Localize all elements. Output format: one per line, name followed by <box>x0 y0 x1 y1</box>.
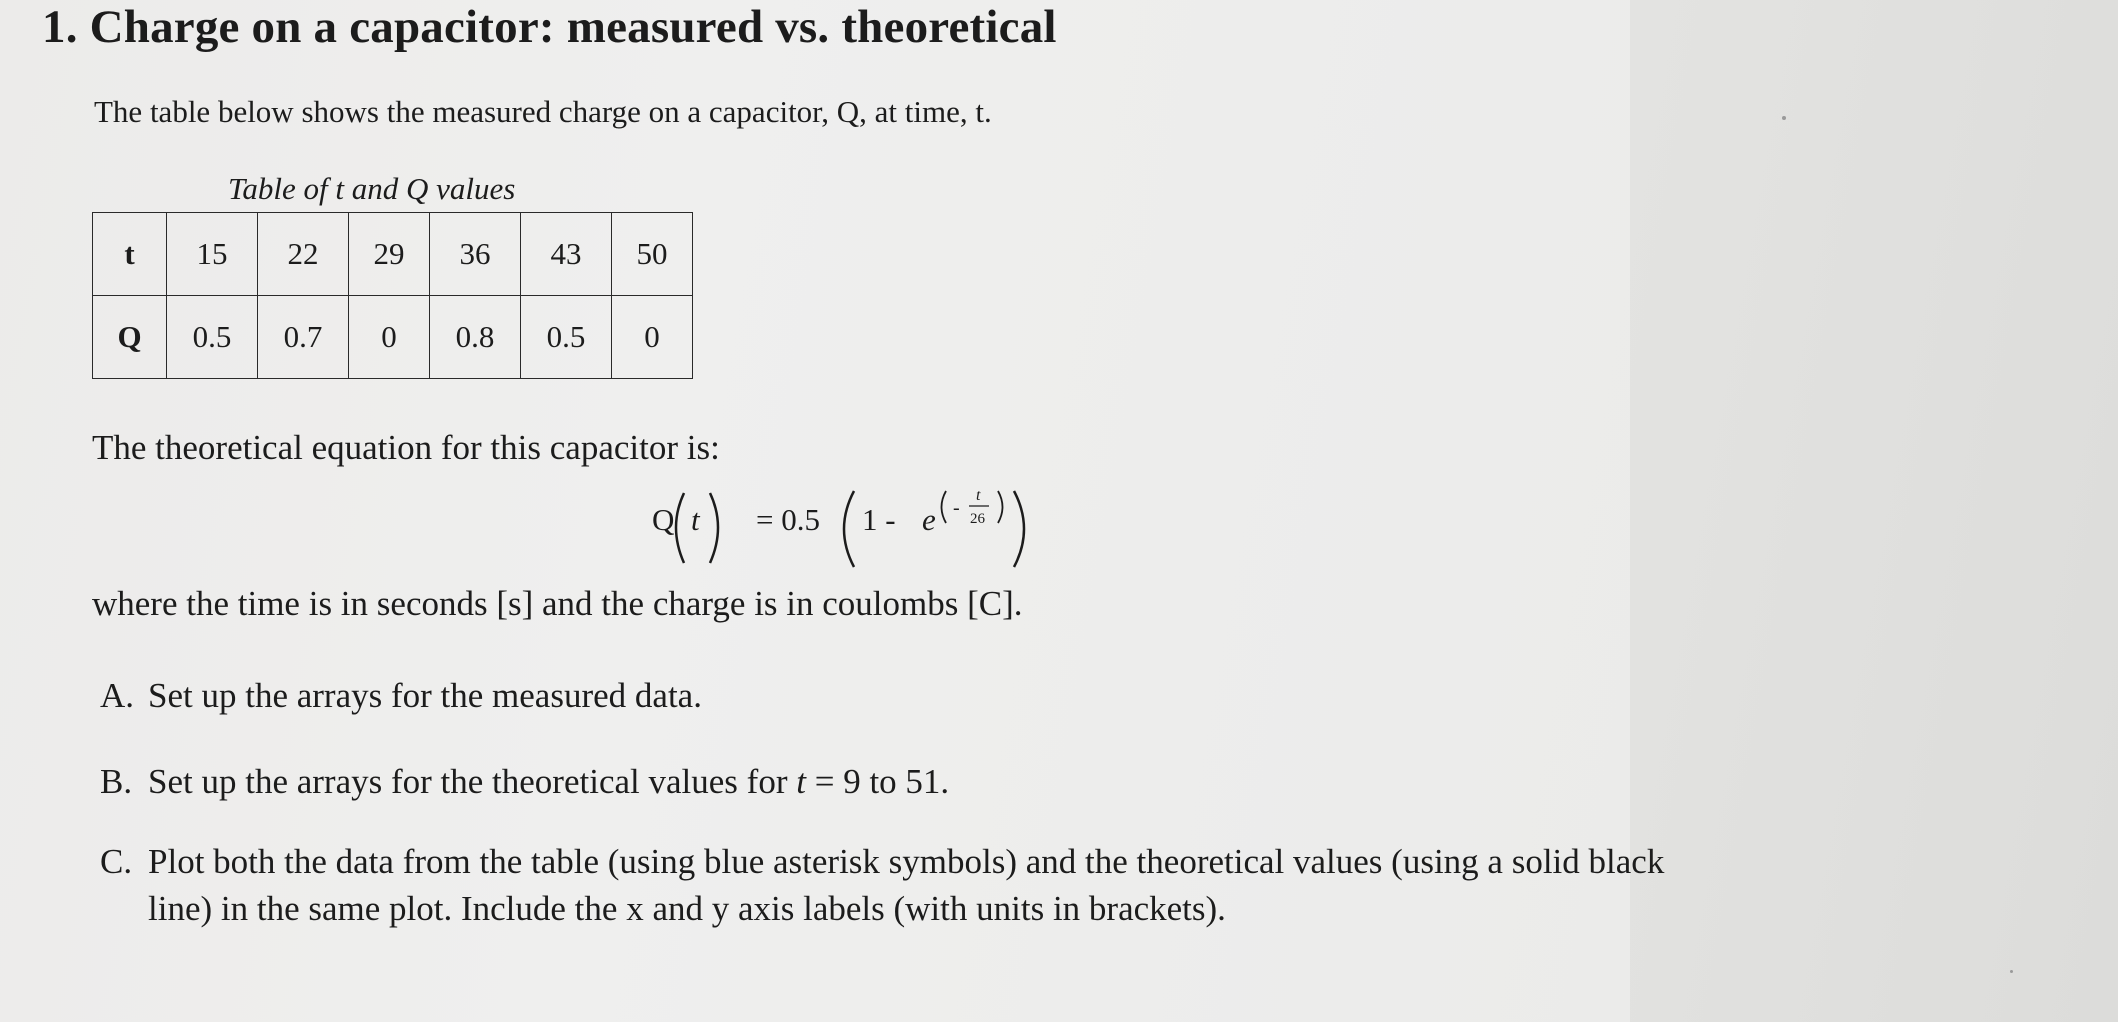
table-row-q <box>93 296 693 379</box>
table-cell: 29 <box>349 213 430 296</box>
equation-intro: The theoretical equation for this capacitor is: <box>92 428 720 467</box>
eq-exp-paren-right <box>998 491 1003 523</box>
part-a-text: Set up the arrays for the measured data. <box>148 676 702 715</box>
eq-one-minus: 1 - <box>862 502 896 537</box>
eq-t-variable: t <box>691 502 700 537</box>
part-b-text-wrap <box>148 758 1688 805</box>
table-row-t <box>93 213 693 296</box>
eq-exp-sign: - <box>953 497 960 519</box>
theoretical-equation <box>640 485 1080 595</box>
eq-paren-left <box>676 493 684 563</box>
part-c <box>100 838 1665 988</box>
units-note: where the time is in seconds [s] and the charge is in coulombs [C]. <box>92 584 1023 623</box>
table-caption: Table of t and Q values <box>228 171 516 206</box>
part-c-text: Plot both the data from the table (using blue asterisk symbols) and the theoretical values (using a solid black line) in the same plot. Include the x and y axis labels (with units in brackets). <box>148 842 1665 928</box>
table-cell: 0.7 <box>258 296 349 379</box>
part-a <box>100 672 1600 722</box>
part-b-var: t <box>796 762 806 801</box>
part-b-text: Set up the arrays for the theoretical values for <box>148 762 797 801</box>
eq-bigparen-left <box>844 491 854 567</box>
eq-equals-coeff: = 0.5 <box>756 502 820 537</box>
table-cell: 0 <box>612 296 693 379</box>
problem-title: 1. Charge on a capacitor: measured vs. theoretical <box>42 1 1057 53</box>
table-header-t: t <box>93 213 167 296</box>
table-cell: 43 <box>521 213 612 296</box>
part-b-range: = 9 to 51. <box>805 762 950 801</box>
table-cell: 36 <box>430 213 521 296</box>
eq-frac-num: t <box>976 487 981 504</box>
t-q-table <box>92 212 693 379</box>
table-cell: 0 <box>349 296 430 379</box>
part-a-letter: A. <box>100 676 135 715</box>
problem-intro: The table below shows the measured charge on a capacitor, Q, at time, t. <box>94 94 992 129</box>
eq-paren-right <box>710 493 718 563</box>
table-cell: 15 <box>167 213 258 296</box>
eq-exp-paren-left <box>942 491 947 523</box>
eq-frac-den: 26 <box>970 511 985 527</box>
part-c-letter: C. <box>100 842 133 881</box>
table-header-q: Q <box>93 296 167 379</box>
table-cell: 0.5 <box>521 296 612 379</box>
eq-e: e <box>922 502 936 537</box>
paper-speck <box>1782 116 1786 120</box>
table-cell: 50 <box>612 213 693 296</box>
part-b-letter: B. <box>100 762 133 801</box>
part-b <box>100 758 1600 808</box>
paper-speck <box>2010 970 2013 973</box>
eq-q-function: Q <box>652 502 675 537</box>
table-cell: 22 <box>258 213 349 296</box>
table-cell: 0.5 <box>167 296 258 379</box>
eq-bigparen-right <box>1014 491 1024 567</box>
table-cell: 0.8 <box>430 296 521 379</box>
